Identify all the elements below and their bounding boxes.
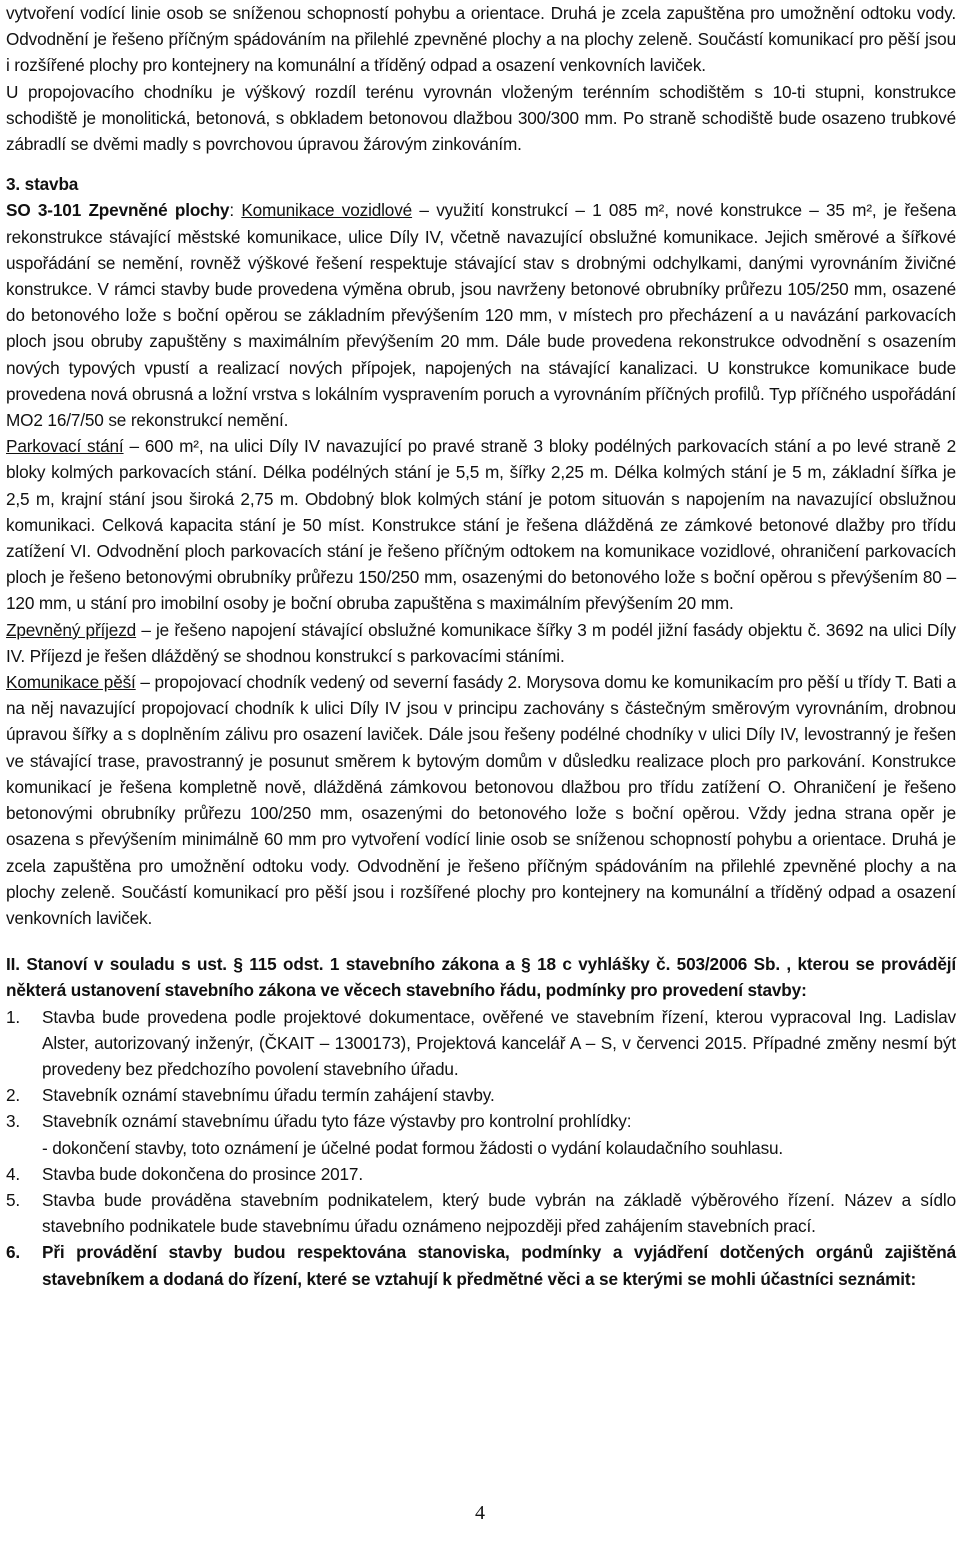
condition-text: Stavba bude prováděna stavebním podnikatelem, který bude vybrán na základě výběrového řízení. Název a sídlo stavebního podnikatele bude stavebnímu úřadu oznámeno nejpozději před zahájením stavebních prací. xyxy=(42,1189,956,1237)
so-label: SO 3-101 Zpevněné plochy xyxy=(6,200,230,221)
condition-item xyxy=(6,1239,956,1291)
zpevneny-prijezd-text: – je řešeno napojení stávající obslužné komunikace šířky 3 m podél jižní fasády objektu č. 3692 na ulici Díly IV. Příjezd je řešen dlážděný se shodnou konstrukcí s parkovacími stáními. xyxy=(6,619,956,666)
zpevneny-prijezd-paragraph xyxy=(6,617,956,669)
condition-subitem-text: - dokončení stavby, toto oznámení je účelné podat formou žádosti o vydání kolaudačního souhlasu. xyxy=(42,1137,784,1158)
condition-item xyxy=(6,1108,956,1134)
zpevneny-prijezd-label: Zpevněný příjezd xyxy=(6,619,137,640)
komunikace-vozidlove-label: Komunikace vozidlové xyxy=(241,200,413,221)
stairs-paragraph: U propojovacího chodníku je výškový rozdíl terénu vyrovnán vloženým terénním schodištěm s 10-ti stupni, konstrukce schodiště je monolitická, betonová, s obkladem betonovou dlažbou 300/300 mm. Po straně schodiště bude osazeno trubkové zábradlí se dvěmi madly s povrchovou úpravou žárovým zinkováním. xyxy=(6,81,956,155)
parkovaci-stani-label: Parkovací stání xyxy=(6,436,124,457)
condition-item xyxy=(6,1004,956,1083)
condition-number: 5. xyxy=(6,1189,21,1210)
spacer xyxy=(6,157,956,171)
condition-text: Při provádění stavby budou respektována stanoviska, podmínky a vyjádření dotčených orgánů zajištěná stavebníkem a dodaná do řízení, které se vztahují k předmětné věci a se kterými se mohli účastníci seznámit: xyxy=(42,1242,956,1289)
komunikace-vozidlove-text: – využití konstrukcí – 1 085 m², nové konstrukce – 35 m², je řešena rekonstrukce stávající městské komunikace, ulice Díly IV, včetně navazující obslužné komunikace. Jejich směrové a šířkové uspořádání se nemění, rovněž výškové řešení respektuje stávající stav s drobnými odchylkami, danými vyrovnáním živičné konstrukce. V rámci stavby bude provedena výměna obrub, jsou navrženy betonové obrubníky průřezu 105/250 mm, osazené do betonového lože s boční opěrou se základním převýšením 120 mm, v místech pro přecházení a u navázání parkovacích ploch jsou obruby zapuštěny s maximálním převýšením 20 mm. Dále bude provedena rekonstrukce odvodnění s osazením nových typových vpustí a realizací nových přípojek, napojených na stávající kanalizaci. U konstrukce komunikace bude provedena nová obrusná a ložní vrstva s lokálním vyspravením poruch a vyrovnáním příčných profilů. Typ příčného uspořádání MO2 16/7/50 se rekonstrukcí nemění. xyxy=(6,200,956,431)
condition-number: 6. xyxy=(6,1242,21,1263)
condition-text: Stavebník oznámí stavebnímu úřadu termín zahájení stavby. xyxy=(42,1085,495,1106)
condition-number: 1. xyxy=(6,1006,21,1027)
condition-item xyxy=(6,1082,956,1108)
komunikace-pesi-paragraph xyxy=(6,669,956,931)
conditions-list xyxy=(6,1004,956,1292)
section-heading-ii: II. Stanoví v souladu s ust. § 115 odst. 1 stavebního zákona a § 18 c vyhlášky č. 503/2006 Sb. , kterou se provádějí některá ustanovení stavebního zákona ve věcech stavebního řádu, podmínky pro provedení stavby: xyxy=(6,954,956,1001)
document-page xyxy=(6,0,956,1292)
condition-number: 2. xyxy=(6,1085,21,1106)
condition-subitem xyxy=(6,1135,956,1161)
parkovaci-stani-paragraph xyxy=(6,433,956,616)
komunikace-vozidlove-paragraph xyxy=(6,197,956,433)
spacer xyxy=(6,931,956,951)
komunikace-pesi-label: Komunikace pěší xyxy=(6,672,136,693)
condition-item xyxy=(6,1161,956,1187)
intro-paragraph: vytvoření vodící linie osob se sníženou schopností pohybu a orientace. Druhá je zcela zapuštěna pro umožnění odtoku vody. Odvodnění je řešeno příčným spádováním na přilehlé zpevněné plochy a na plochy zeleně. Součástí komunikací pro pěší jsou i rozšířené plochy pro kontejnery na komunální a tříděný odpad a osazení venkovních laviček. xyxy=(6,3,956,76)
komunikace-pesi-text: – propojovací chodník vedený od severní fasády 2. Morysova domu ke komunikacím pro pěší u třídy T. Bati a na něj navazující propojovací chodník k ulici Díly IV jsou v principu zachovány s částečným směrovým vyrovnáním, drobnou úpravou šířky a s doplněním zálivu pro osazení laviček. Dále jsou řešeny podélné chodníky v ulici Díly IV, levostranný je řešen ve stávající trase, pravostranný je posunut směrem k bytovým domům v důsledku realizace ploch pro parkování. Konstrukce komunikací je řešena kompletně nově, dlážděná zámkovou betonovou dlažbou pro třídu zatížení O. Ohraničení je řešeno betonovými obrubníky průřezu 100/250 mm, osazenými do betonového lože s boční opěrou. Vždy jedna strana opěr je osazena s převýšením minimálně 60 mm pro vytvoření vodící linie osob se sníženou schopností pohybu a orientace. Druhá je zcela zapuštěna pro umožnění odtoku vody. Odvodnění je řešeno příčným spádováním na přilehlé zpevněné plochy a na plochy zeleně. Součástí komunikací pro pěší jsou i rozšířené plochy pro kontejnery na komunální a tříděný odpad a osazení venkovních laviček. xyxy=(6,672,957,928)
condition-item xyxy=(6,1187,956,1239)
condition-number: 4. xyxy=(6,1163,21,1184)
page-number: 4 xyxy=(475,1502,485,1524)
condition-text: Stavba bude provedena podle projektové dokumentace, ověřené ve stavebním řízení, kterou vypracoval Ing. Ladislav Alster, autorizovaný inženýr, (ČKAIT – 1300173), Projektová kancelář A – S, v červenci 2015. Případné změny nesmí být provedeny bez předchozího povolení stavebního úřadu. xyxy=(42,1006,956,1079)
colon: : xyxy=(229,200,242,221)
condition-text: Stavebník oznámí stavebnímu úřadu tyto fáze výstavby pro kontrolní prohlídky: xyxy=(42,1111,632,1132)
condition-text: Stavba bude dokončena do prosince 2017. xyxy=(42,1163,363,1184)
section-heading-3: 3. stavba xyxy=(6,174,79,195)
condition-number: 3. xyxy=(6,1111,21,1132)
parkovaci-stani-text: – 600 m², na ulici Díly IV navazující po pravé straně 3 bloky podélných parkovacích stání a po levé straně 2 bloky kolmých parkovacích stání. Délka podélných stání je 5,5 m, šířky 2,25 m. Délka kolmých stání je 5 m, základní šířka je 2,5 m, krajní stání jsou široká 2,75 m. Obdobný blok kolmých stání je potom situován s napojením na navazující obslužnou komunikaci. Celková kapacita stání je 50 míst. Konstrukce stání je řešena dlážděná ze zámkové betonové dlažby pro třídu zatížení VI. Odvodnění ploch parkovacích stání je řešeno příčným odtokem na komunikace vozidlové, ohraničení parkovacích ploch je řešeno betonovými obrubníky průřezu 150/250 mm, osazenými do betonového lože s boční opěrou s převýšením 80 – 120 mm, u stání pro imobilní osoby je boční obruba zapuštěna s maximálním převýšením 20 mm. xyxy=(6,436,956,614)
